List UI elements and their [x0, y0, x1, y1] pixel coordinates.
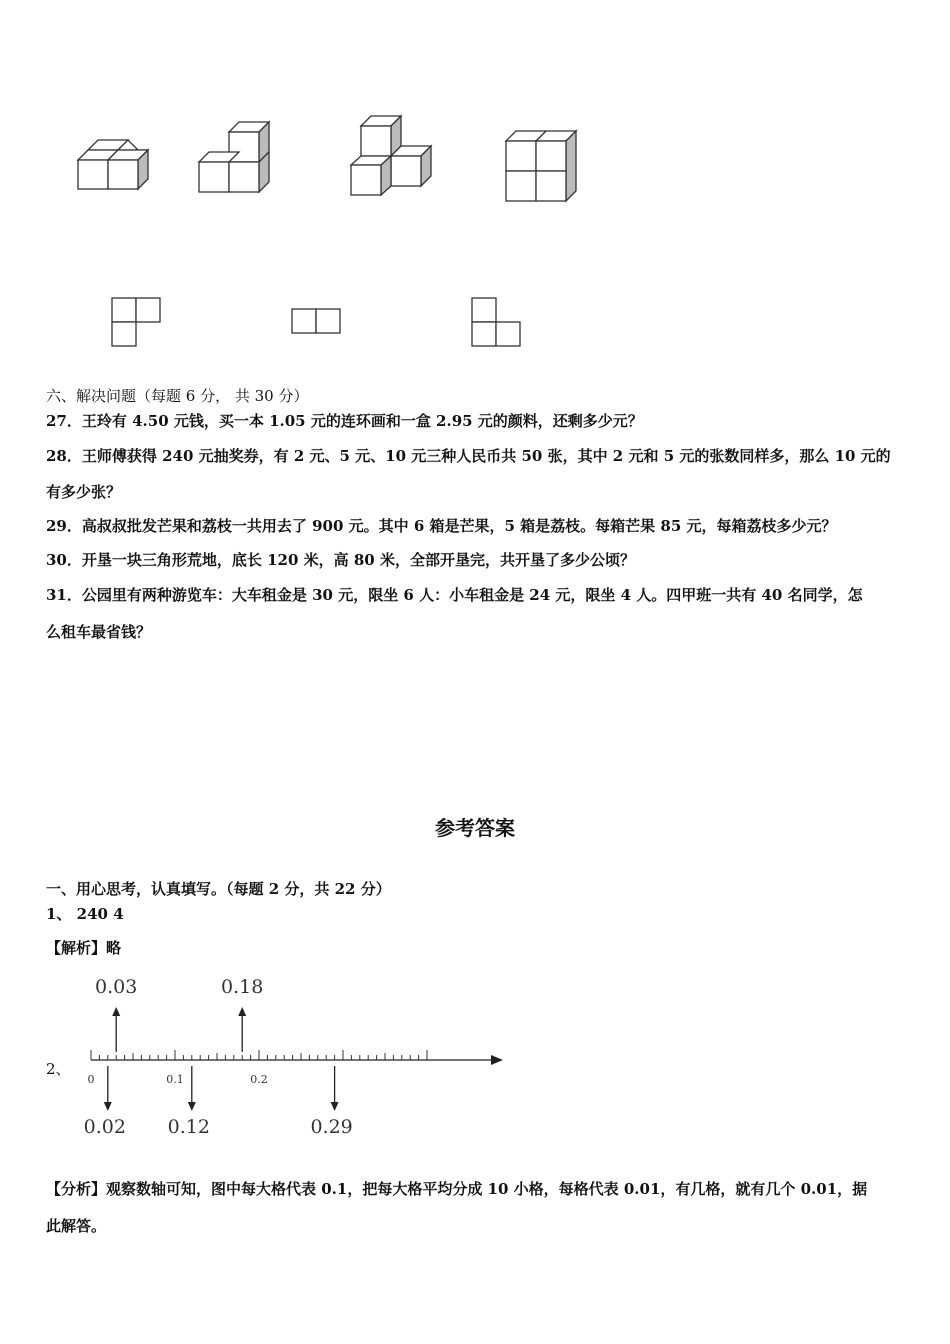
view-l-shape: [112, 298, 160, 346]
section6-heading: 六、解决问题（每题 6 分， 共 30 分）: [46, 387, 309, 405]
up-pointer-label: 0.18: [221, 976, 264, 998]
number-line-tick-label: 0.2: [250, 1073, 268, 1086]
solid-2: [199, 122, 269, 192]
number-line: [0, 960, 520, 1150]
answers-section1-heading: 一、用心思考，认真填写。（每题 2 分，共 22 分）: [46, 880, 391, 898]
number-line-arrowhead: [491, 1055, 503, 1065]
down-pointer-arrowhead: [104, 1102, 112, 1111]
answers-title: 参考答案: [435, 816, 515, 840]
down-pointer-label: 0.29: [310, 1116, 353, 1138]
question-28-line1: 28．王师傅获得 240 元抽奖券，有 2 元、5 元、10 元三种人民币共 50 张，其中 2 元和 5 元的张数同样多，那么 10 元的: [46, 447, 891, 465]
solid-1: [78, 140, 148, 189]
answer-1: 1、 240 4: [46, 905, 124, 923]
answer-2-analysis-line1: 【分析】观察数轴可知，图中每大格代表 0.1，把每大格平均分成 10 小格，每格代表 0.01，有几格，就有几个 0.01，据: [46, 1180, 868, 1198]
solid-4: [506, 131, 576, 201]
up-pointer-arrowhead: [112, 1007, 120, 1016]
up-pointer-label: 0.03: [95, 976, 138, 998]
answer-2-analysis-line2: 此解答。: [46, 1217, 107, 1235]
down-pointer-arrowhead: [188, 1102, 196, 1111]
question-30: 30．开垦一块三角形荒地，底长 120 米，高 80 米，全部开垦完，共开垦了多少公顷？: [46, 551, 635, 569]
question-27: 27．王玲有 4.50 元钱，买一本 1.05 元的连环画和一盒 2.95 元的颜料，还剩多少元？: [46, 412, 643, 430]
down-pointer-label: 0.02: [83, 1116, 126, 1138]
number-line-tick-label: 0.1: [166, 1073, 184, 1086]
view-two-squares: [292, 309, 340, 333]
question-31-line1: 31．公园里有两种游览车：大车租金是 30 元，限坐 6 人：小车租金是 24 元，限坐 4 人。四甲班一共有 40 名同学，怎: [46, 586, 863, 604]
up-pointer-arrowhead: [238, 1007, 246, 1016]
question-28-line2: 有多少张？: [46, 483, 122, 501]
question-29: 29．高叔叔批发芒果和荔枝一共用去了 900 元。其中 6 箱是芒果，5 箱是荔枝。每箱芒果 85 元，每箱荔枝多少元？: [46, 517, 837, 535]
view-l-shape-2: [472, 298, 520, 346]
question-31-line2: 么租车最省钱？: [46, 623, 152, 641]
cube-figures: [0, 100, 620, 360]
down-pointer-label: 0.12: [167, 1116, 210, 1138]
answer-2-label: 2、: [46, 1060, 71, 1078]
number-line-tick-label: 0: [87, 1073, 95, 1086]
solid-3: [351, 116, 431, 195]
down-pointer-arrowhead: [331, 1102, 339, 1111]
answer-1-analysis: 【解析】略: [46, 939, 122, 957]
